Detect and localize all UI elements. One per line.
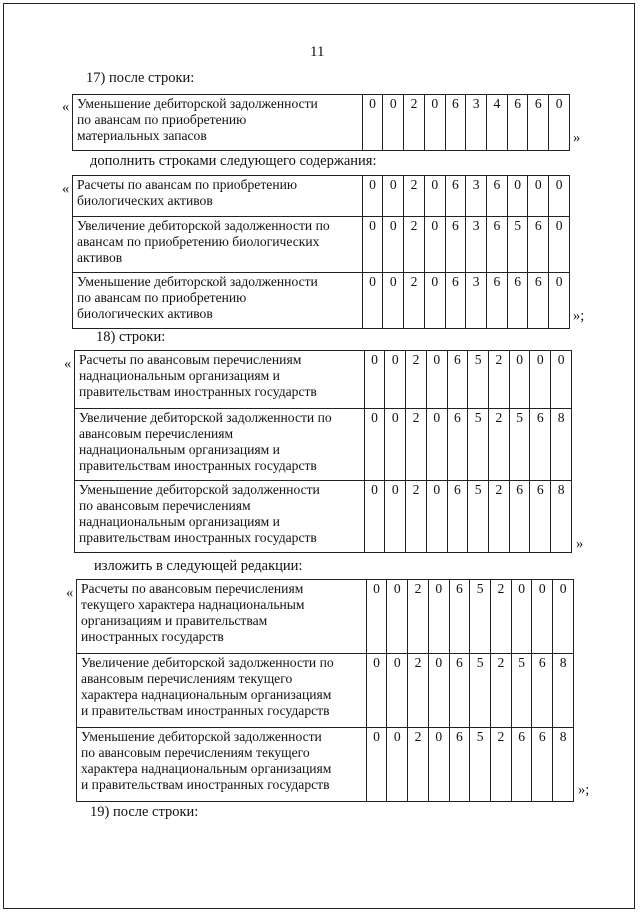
section-19-intro: 19) после строки: bbox=[90, 804, 199, 820]
code-digit-cell: 2 bbox=[491, 728, 512, 802]
description-line: Уменьшение дебиторской задолженности bbox=[79, 482, 320, 497]
code-digit-cell: 0 bbox=[385, 351, 406, 409]
row-description bbox=[73, 217, 363, 273]
code-digit-cell: 0 bbox=[383, 95, 404, 151]
row-description bbox=[73, 273, 363, 329]
code-digit-cell: 2 bbox=[406, 351, 427, 409]
description-line: правительствам иностранных государств bbox=[79, 384, 317, 399]
row-description bbox=[75, 351, 365, 409]
code-digit-cell: 5 bbox=[468, 409, 489, 481]
table-4-open-quote: « bbox=[66, 585, 74, 601]
code-digit-cell: 0 bbox=[549, 95, 570, 151]
code-digit-cell: 2 bbox=[408, 654, 429, 728]
code-digit-cell: 0 bbox=[549, 217, 570, 273]
code-digit-cell: 6 bbox=[487, 217, 508, 273]
code-digit-cell: 6 bbox=[509, 481, 530, 553]
code-digit-cell: 6 bbox=[530, 409, 551, 481]
code-digit-cell: 0 bbox=[364, 409, 385, 481]
table-1-open-quote: « bbox=[62, 99, 70, 115]
code-digit-cell: 0 bbox=[511, 580, 532, 654]
code-digit-cell: 0 bbox=[549, 176, 570, 217]
code-digit-cell: 0 bbox=[509, 351, 530, 409]
code-digit-cell: 6 bbox=[445, 273, 466, 329]
row-description bbox=[77, 654, 367, 728]
description-line: наднациональным организациям и bbox=[79, 514, 280, 529]
code-digit-cell: 6 bbox=[487, 176, 508, 217]
table-row bbox=[77, 580, 574, 654]
table-4-close-quote: »; bbox=[578, 782, 590, 798]
table-row bbox=[73, 273, 570, 329]
code-digit-cell: 6 bbox=[447, 409, 468, 481]
code-digit-cell: 8 bbox=[551, 409, 572, 481]
description-line: Расчеты по авансам по приобретению bbox=[77, 177, 298, 192]
row-description bbox=[75, 409, 365, 481]
code-digit-cell: 0 bbox=[383, 176, 404, 217]
table-3-open-quote: « bbox=[64, 356, 72, 372]
code-digit-cell: 2 bbox=[489, 481, 510, 553]
code-digit-cell: 0 bbox=[424, 273, 445, 329]
code-digit-cell: 6 bbox=[445, 95, 466, 151]
code-digit-cell: 6 bbox=[449, 654, 470, 728]
description-line: Увеличение дебиторской задолженности по bbox=[77, 218, 330, 233]
code-digit-cell: 6 bbox=[507, 273, 528, 329]
code-digit-cell: 0 bbox=[428, 728, 449, 802]
description-line: по авансовым перечислениям bbox=[79, 498, 251, 513]
section-18-intro: 18) строки: bbox=[96, 329, 166, 345]
code-digit-cell: 6 bbox=[447, 481, 468, 553]
page-number: 11 bbox=[310, 44, 325, 60]
code-digit-cell: 0 bbox=[362, 176, 383, 217]
code-digit-cell: 6 bbox=[528, 95, 549, 151]
code-digit-cell: 0 bbox=[553, 580, 574, 654]
description-line: Уменьшение дебиторской задолженности bbox=[81, 729, 322, 744]
code-digit-cell: 2 bbox=[406, 409, 427, 481]
section-18-middle: изложить в следующей редакции: bbox=[94, 558, 303, 574]
description-line: по авансам по приобретению bbox=[77, 290, 247, 305]
code-digit-cell: 0 bbox=[385, 481, 406, 553]
description-line: Увеличение дебиторской задолженности по bbox=[81, 655, 334, 670]
code-digit-cell: 0 bbox=[366, 728, 387, 802]
code-digit-cell: 6 bbox=[532, 654, 553, 728]
description-line: биологических активов bbox=[77, 306, 213, 321]
code-digit-cell: 2 bbox=[491, 654, 512, 728]
code-digit-cell: 0 bbox=[426, 351, 447, 409]
description-line: правительствам иностранных государств bbox=[79, 458, 317, 473]
description-line: Уменьшение дебиторской задолженности bbox=[77, 96, 318, 111]
row-description bbox=[75, 481, 365, 553]
table-row bbox=[73, 95, 570, 151]
row-description bbox=[73, 95, 363, 151]
code-digit-cell: 0 bbox=[424, 217, 445, 273]
description-line: авансовым перечислениям bbox=[79, 426, 234, 441]
code-digit-cell: 0 bbox=[428, 654, 449, 728]
description-line: по авансам по приобретению bbox=[77, 112, 247, 127]
table-row bbox=[75, 409, 572, 481]
description-line: характера наднациональным организациям bbox=[81, 761, 332, 776]
code-digit-cell: 0 bbox=[387, 580, 408, 654]
code-digit-cell: 6 bbox=[449, 728, 470, 802]
description-line: правительствам иностранных государств bbox=[79, 530, 317, 545]
code-digit-cell: 6 bbox=[507, 95, 528, 151]
code-digit-cell: 6 bbox=[449, 580, 470, 654]
description-line: активов bbox=[77, 250, 123, 265]
code-digit-cell: 0 bbox=[528, 176, 549, 217]
description-line: наднациональным организациям и bbox=[79, 442, 280, 457]
description-line: Уменьшение дебиторской задолженности bbox=[77, 274, 318, 289]
code-digit-cell: 8 bbox=[551, 481, 572, 553]
code-digit-cell: 8 bbox=[553, 728, 574, 802]
code-digit-cell: 0 bbox=[426, 409, 447, 481]
code-digit-cell: 6 bbox=[487, 273, 508, 329]
code-digit-cell: 0 bbox=[366, 580, 387, 654]
code-digit-cell: 2 bbox=[489, 351, 510, 409]
code-digit-cell: 0 bbox=[364, 481, 385, 553]
section-17-middle: дополнить строками следующего содержания: bbox=[90, 153, 377, 169]
code-digit-cell: 2 bbox=[408, 580, 429, 654]
code-digit-cell: 0 bbox=[385, 409, 406, 481]
description-line: и правительствам иностранных государств bbox=[81, 777, 330, 792]
description-line: организациям и правительствам bbox=[81, 613, 268, 628]
code-digit-cell: 5 bbox=[470, 654, 491, 728]
description-line: материальных запасов bbox=[77, 128, 207, 143]
code-digit-cell: 3 bbox=[466, 176, 487, 217]
code-digit-cell: 0 bbox=[366, 654, 387, 728]
code-digit-cell: 2 bbox=[404, 95, 425, 151]
table-1 bbox=[72, 94, 570, 151]
table-2-open-quote: « bbox=[62, 181, 70, 197]
description-line: и правительствам иностранных государств bbox=[81, 703, 330, 718]
table-row bbox=[77, 728, 574, 802]
table-3 bbox=[74, 350, 572, 553]
code-digit-cell: 0 bbox=[507, 176, 528, 217]
row-description bbox=[77, 728, 367, 802]
description-line: иностранных государств bbox=[81, 629, 224, 644]
code-digit-cell: 2 bbox=[404, 217, 425, 273]
table-row bbox=[73, 217, 570, 273]
section-17-intro: 17) после строки: bbox=[86, 70, 195, 86]
code-digit-cell: 3 bbox=[466, 273, 487, 329]
description-line: Расчеты по авансовым перечислениям bbox=[81, 581, 304, 596]
code-digit-cell: 0 bbox=[530, 351, 551, 409]
description-line: авансам по приобретению биологических bbox=[77, 234, 320, 249]
code-digit-cell: 0 bbox=[532, 580, 553, 654]
code-digit-cell: 0 bbox=[362, 273, 383, 329]
code-digit-cell: 0 bbox=[424, 176, 445, 217]
table-row bbox=[75, 351, 572, 409]
code-digit-cell: 6 bbox=[530, 481, 551, 553]
description-line: текущего характера наднациональным bbox=[81, 597, 305, 612]
code-digit-cell: 5 bbox=[470, 580, 491, 654]
code-digit-cell: 8 bbox=[553, 654, 574, 728]
code-digit-cell: 0 bbox=[424, 95, 445, 151]
code-digit-cell: 2 bbox=[489, 409, 510, 481]
code-digit-cell: 5 bbox=[511, 654, 532, 728]
description-line: авансовым перечислениям текущего bbox=[81, 671, 293, 686]
code-digit-cell: 6 bbox=[528, 273, 549, 329]
code-digit-cell: 0 bbox=[383, 273, 404, 329]
table-4 bbox=[76, 579, 574, 802]
code-digit-cell: 0 bbox=[551, 351, 572, 409]
code-digit-cell: 6 bbox=[511, 728, 532, 802]
code-digit-cell: 0 bbox=[549, 273, 570, 329]
description-line: характера наднациональным организациям bbox=[81, 687, 332, 702]
row-description bbox=[73, 176, 363, 217]
description-line: по авансовым перечислениям текущего bbox=[81, 745, 310, 760]
code-digit-cell: 0 bbox=[426, 481, 447, 553]
code-digit-cell: 6 bbox=[528, 217, 549, 273]
code-digit-cell: 3 bbox=[466, 217, 487, 273]
code-digit-cell: 0 bbox=[387, 654, 408, 728]
description-line: Увеличение дебиторской задолженности по bbox=[79, 410, 332, 425]
code-digit-cell: 5 bbox=[509, 409, 530, 481]
code-digit-cell: 2 bbox=[406, 481, 427, 553]
description-line: наднациональным организациям и bbox=[79, 368, 280, 383]
code-digit-cell: 2 bbox=[491, 580, 512, 654]
table-row bbox=[73, 176, 570, 217]
code-digit-cell: 0 bbox=[364, 351, 385, 409]
code-digit-cell: 6 bbox=[445, 217, 466, 273]
code-digit-cell: 5 bbox=[468, 481, 489, 553]
description-line: биологических активов bbox=[77, 193, 213, 208]
description-line: Расчеты по авансовым перечислениям bbox=[79, 352, 302, 367]
code-digit-cell: 6 bbox=[532, 728, 553, 802]
table-row bbox=[75, 481, 572, 553]
code-digit-cell: 6 bbox=[445, 176, 466, 217]
code-digit-cell: 2 bbox=[408, 728, 429, 802]
code-digit-cell: 0 bbox=[387, 728, 408, 802]
code-digit-cell: 2 bbox=[404, 176, 425, 217]
code-digit-cell: 5 bbox=[507, 217, 528, 273]
code-digit-cell: 4 bbox=[487, 95, 508, 151]
table-3-close-quote: » bbox=[576, 536, 584, 552]
code-digit-cell: 5 bbox=[468, 351, 489, 409]
code-digit-cell: 0 bbox=[362, 95, 383, 151]
code-digit-cell: 0 bbox=[428, 580, 449, 654]
row-description bbox=[77, 580, 367, 654]
table-2-close-quote: »; bbox=[573, 308, 585, 324]
code-digit-cell: 6 bbox=[447, 351, 468, 409]
code-digit-cell: 3 bbox=[466, 95, 487, 151]
table-row bbox=[77, 654, 574, 728]
code-digit-cell: 2 bbox=[404, 273, 425, 329]
code-digit-cell: 5 bbox=[470, 728, 491, 802]
table-2 bbox=[72, 175, 570, 329]
code-digit-cell: 0 bbox=[362, 217, 383, 273]
table-1-close-quote: » bbox=[573, 130, 581, 146]
code-digit-cell: 0 bbox=[383, 217, 404, 273]
